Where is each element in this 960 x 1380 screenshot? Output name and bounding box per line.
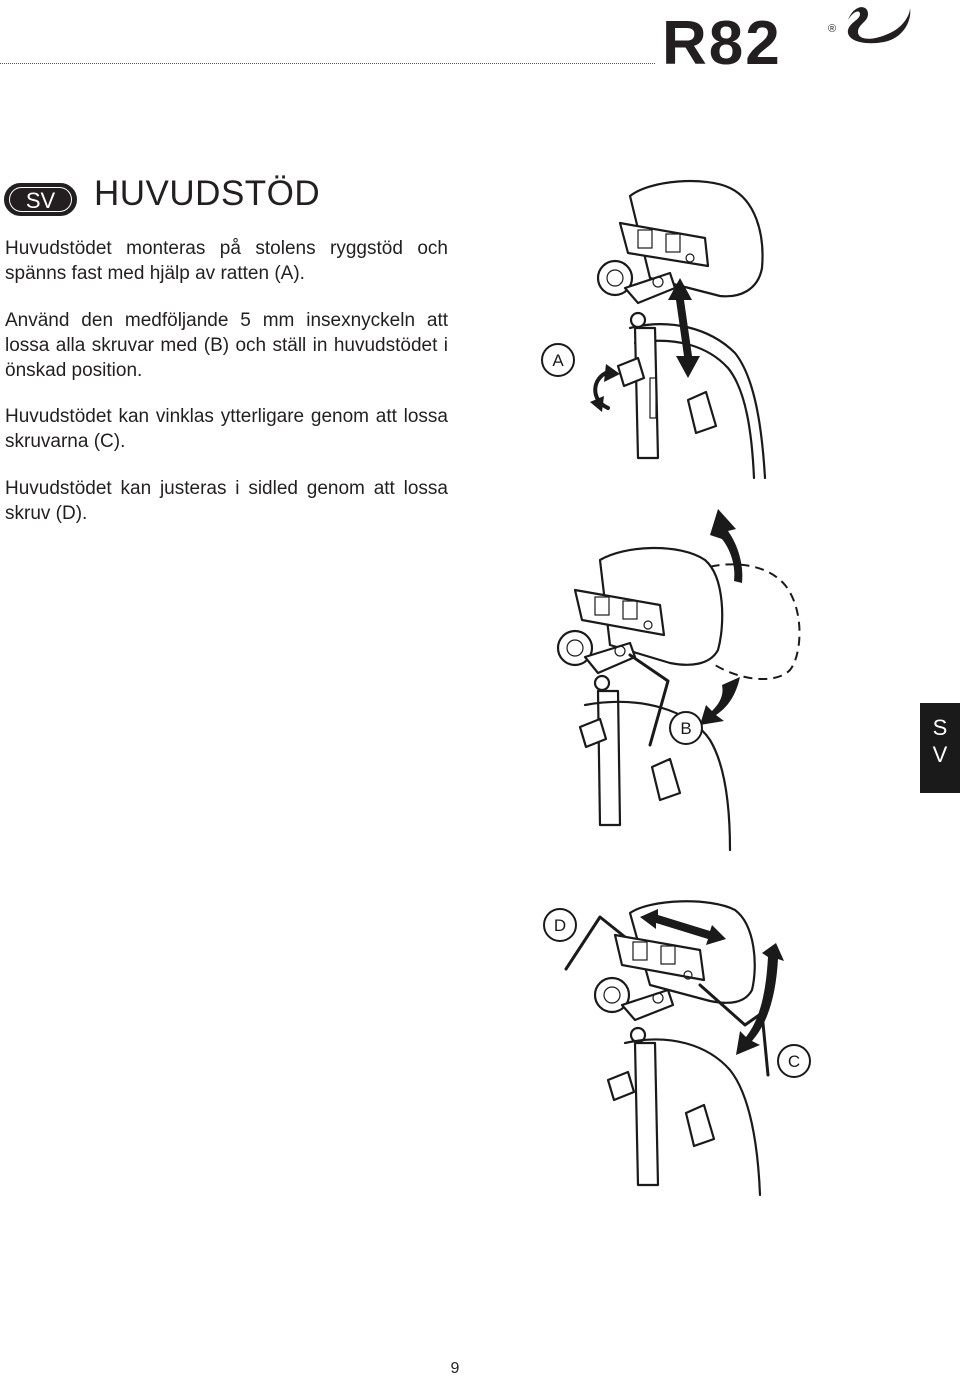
language-badge-label: SV [9,187,72,212]
paragraph-mounting: Huvudstödet monteras på stolens ryggstöd och spänns fast med hjälp av ratten (A). [5,238,448,284]
label-c: C [787,1052,801,1071]
paragraph-allen-key: Använd den medföljande 5 mm insexnyckeln att lossa alla skruvar med (B) och ställ in huvudstödet i önskad position. [5,310,448,381]
label-a: A [552,351,564,370]
language-badge [4,183,77,216]
side-tab-letter-v: V [932,742,948,767]
headrest-figure-height [540,178,780,478]
side-language-tab [920,703,960,793]
knob [608,1072,634,1100]
header-dotted-rule [0,63,655,64]
label-b: B [680,719,692,738]
post-top-screw [595,676,609,690]
headrest-post [635,1043,658,1185]
paragraph-sideways: Huvudstödet kan justeras i sidled genom att lossa skruv (D). [5,478,448,524]
backrest-clip [686,1105,714,1146]
backrest-clip [688,392,716,433]
headrest-figure-sideways [540,895,820,1205]
r82-logo [662,2,914,68]
r82-swoosh-icon [848,7,910,43]
backrest-clip [652,759,680,800]
headrest-figure-angle [540,505,810,850]
post-top-screw [631,313,645,327]
up-down-arrow-icon [668,278,700,378]
tilt-arrow-down-icon [700,677,740,725]
headrest-post [635,328,658,458]
paragraph-angle: Huvudstödet kan vinklas ytterligare genom att lossa skruvarna (C). [5,406,448,452]
page-number: 9 [450,1360,460,1377]
side-tab-letter-s: S [932,715,948,740]
r82-logo-text: R82 [662,9,782,68]
allen-key [630,655,668,745]
page-title: HUVUDSTÖD [94,174,321,213]
registered-mark: ® [828,23,837,35]
headrest-post [598,691,620,825]
label-d: D [553,916,567,935]
